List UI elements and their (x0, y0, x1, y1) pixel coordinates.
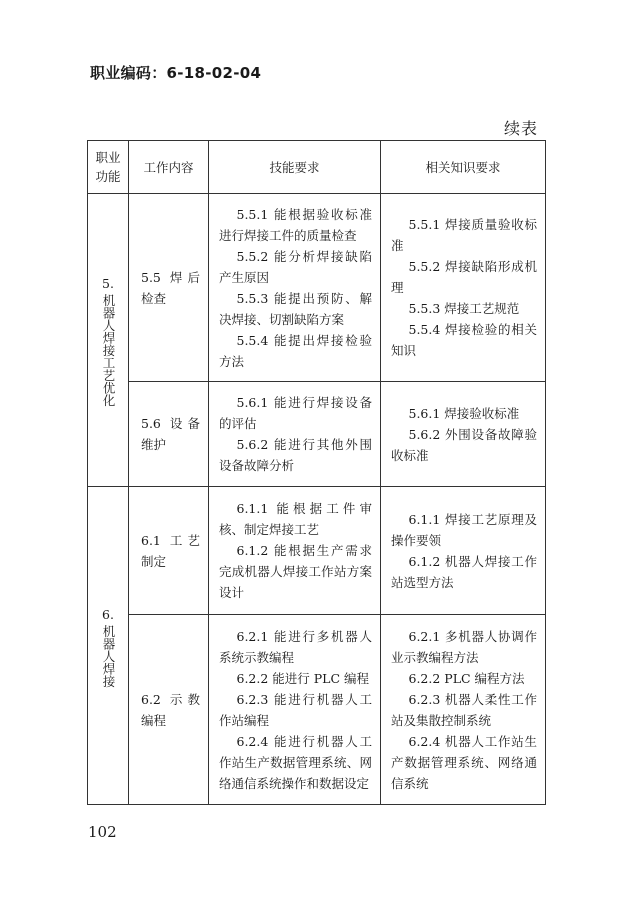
knowledge-cell (381, 487, 546, 615)
header-skills: 技能要求 (209, 141, 381, 194)
work-content-cell: 6.1 工艺制定 (129, 487, 209, 615)
skill-item: 5.6.1 能进行焊接设备的评估 (219, 395, 372, 431)
skill-item: 5.6.2 能进行其他外围设备故障分析 (219, 437, 372, 473)
knowledge-item: 6.1.2 机器人焊接工作站选型方法 (391, 553, 537, 590)
knowledge-item: 5.5.3 焊接工艺规范 (408, 301, 520, 316)
function-number: 5. (102, 276, 114, 292)
knowledge-cell (381, 194, 546, 382)
function-cell-5 (88, 194, 129, 487)
knowledge-item: 6.2.2 PLC 编程方法 (408, 670, 525, 686)
table-row (88, 382, 546, 487)
knowledge-item: 6.2.4 机器人工作站生产数据管理系统、网络通信系统 (391, 733, 537, 791)
function-number: 6. (102, 606, 114, 622)
knowledge-item: 5.6.2 外围设备故障验收标准 (391, 426, 537, 463)
occupation-code: 职业编码：6-18-02-04 (90, 64, 262, 82)
knowledge-item: 5.5.2 焊接缺陷形成机理 (391, 259, 537, 295)
header-knowledge: 相关知识要求 (381, 141, 546, 194)
knowledge-cell (381, 615, 546, 805)
skills-table (87, 140, 546, 805)
header-work: 工作内容 (129, 141, 209, 194)
function-cell-6 (88, 487, 129, 805)
skill-item: 5.5.2 能分析焊接缺陷产生原因 (219, 248, 372, 285)
function-name: 机器人焊接 (101, 624, 116, 688)
knowledge-item: 6.1.1 焊接工艺原理及操作要领 (391, 511, 537, 548)
page-number: 102 (88, 823, 117, 841)
table-row (88, 194, 546, 382)
skill-item: 6.2.2 能进行 PLC 编程 (236, 670, 370, 686)
knowledge-item: 6.2.1 多机器人协调作业示教编程方法 (391, 628, 537, 665)
function-name: 机器人焊接工艺优化 (101, 294, 116, 407)
table-row (88, 487, 546, 615)
work-content-cell: 5.5 焊后检查 (129, 194, 209, 382)
knowledge-item: 5.5.1 焊接质量验收标准 (391, 217, 537, 253)
skills-cell (209, 194, 381, 382)
skill-item: 6.2.3 能进行机器人工作站编程 (219, 691, 372, 728)
work-content-cell: 6.2 示教编程 (129, 615, 209, 805)
table-header-row (88, 141, 546, 194)
skill-item: 6.1.1 能根据工件审核、制定焊接工艺 (219, 501, 372, 537)
skill-item: 5.5.4 能提出焊接检验方法 (219, 332, 372, 369)
continued-label: 续表 (503, 119, 538, 138)
skills-cell (209, 487, 381, 615)
knowledge-item: 6.2.3 机器人柔性工作站及集散控制系统 (391, 691, 537, 728)
skills-cell (209, 382, 381, 487)
skill-item: 5.5.1 能根据验收标准进行焊接工件的质量检查 (219, 206, 372, 243)
header-function: 职业功能 (88, 141, 129, 194)
knowledge-item: 5.5.4 焊接检验的相关知识 (391, 322, 537, 358)
work-content-cell: 5.6 设备维护 (129, 382, 209, 487)
skills-cell (209, 615, 381, 805)
table-row (88, 615, 546, 805)
knowledge-cell (381, 382, 546, 487)
skill-item: 6.2.4 能进行机器人工作站生产数据管理系统、网络通信系统操作和数据设定 (219, 733, 372, 791)
skill-item: 6.1.2 能根据生产需求完成机器人焊接工作站方案设计 (219, 543, 372, 600)
skill-item: 5.5.3 能提出预防、解决焊接、切割缺陷方案 (219, 290, 372, 327)
knowledge-item: 5.6.1 焊接验收标准 (408, 405, 520, 421)
skill-item: 6.2.1 能进行多机器人系统示教编程 (219, 628, 372, 665)
